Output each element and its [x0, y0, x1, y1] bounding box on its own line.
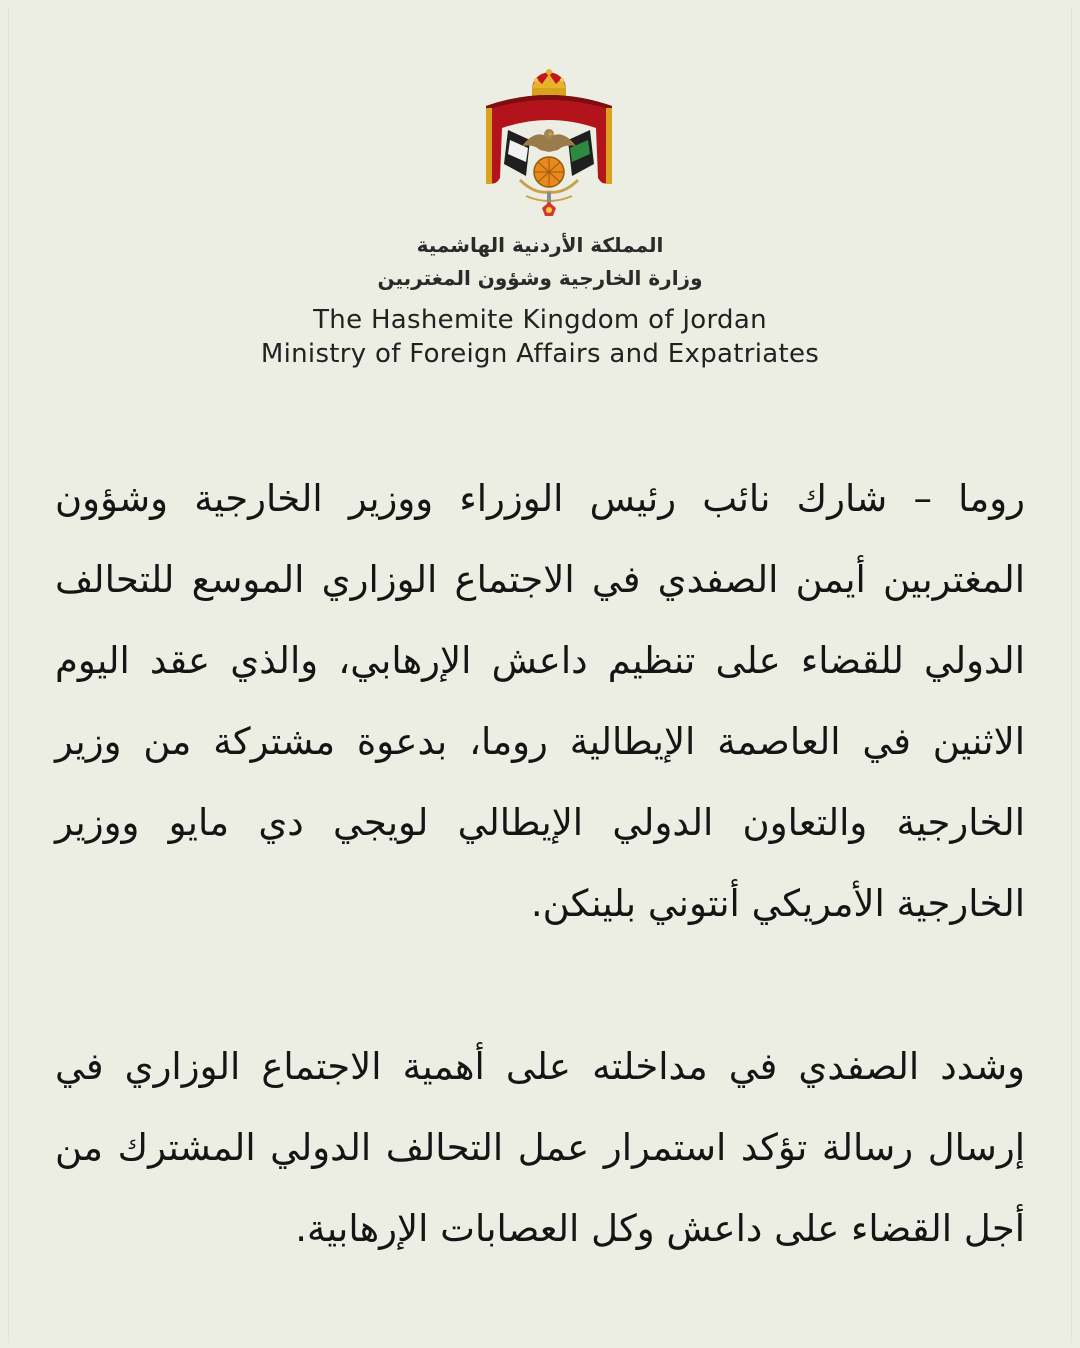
header-arabic-kingdom: المملكة الأردنية الهاشمية	[416, 233, 664, 257]
body-paragraph-1: روما – شارك نائب رئيس الوزراء ووزير الخارجية وشؤون المغتربين أيمن الصفدي في الاجتماع الوزاري الموسع للتحالف الدولي للقضاء على تنظيم داعش الإرهابي، والذي عقد اليوم الاثنين في العاصمة الإيطالية روما، بدعوة مشتركة من وزير الخارجية والتعاون الدولي الإيطالي لويجي دي مايو ووزير الخارجية الأمريكي أنتوني بلينكن.	[55, 477, 1025, 925]
medal-icon	[542, 192, 556, 216]
crown-icon	[532, 69, 566, 98]
header-arabic-ministry: وزارة الخارجية وشؤون المغتربين	[377, 266, 703, 290]
body-paragraph-2: وشدد الصفدي في مداخلته على أهمية الاجتماع الوزاري في إرسال رسالة تؤكد استمرار عمل التحالف الدولي المشترك من أجل القضاء على داعش وكل العصابات الإرهابية.	[55, 1045, 1025, 1250]
header-english-kingdom: The Hashemite Kingdom of Jordan	[313, 305, 767, 335]
eagle-icon	[522, 129, 576, 152]
header-english-ministry: Ministry of Foreign Affairs and Expatriates	[260, 339, 820, 369]
jordan-coat-of-arms-icon	[474, 68, 624, 228]
